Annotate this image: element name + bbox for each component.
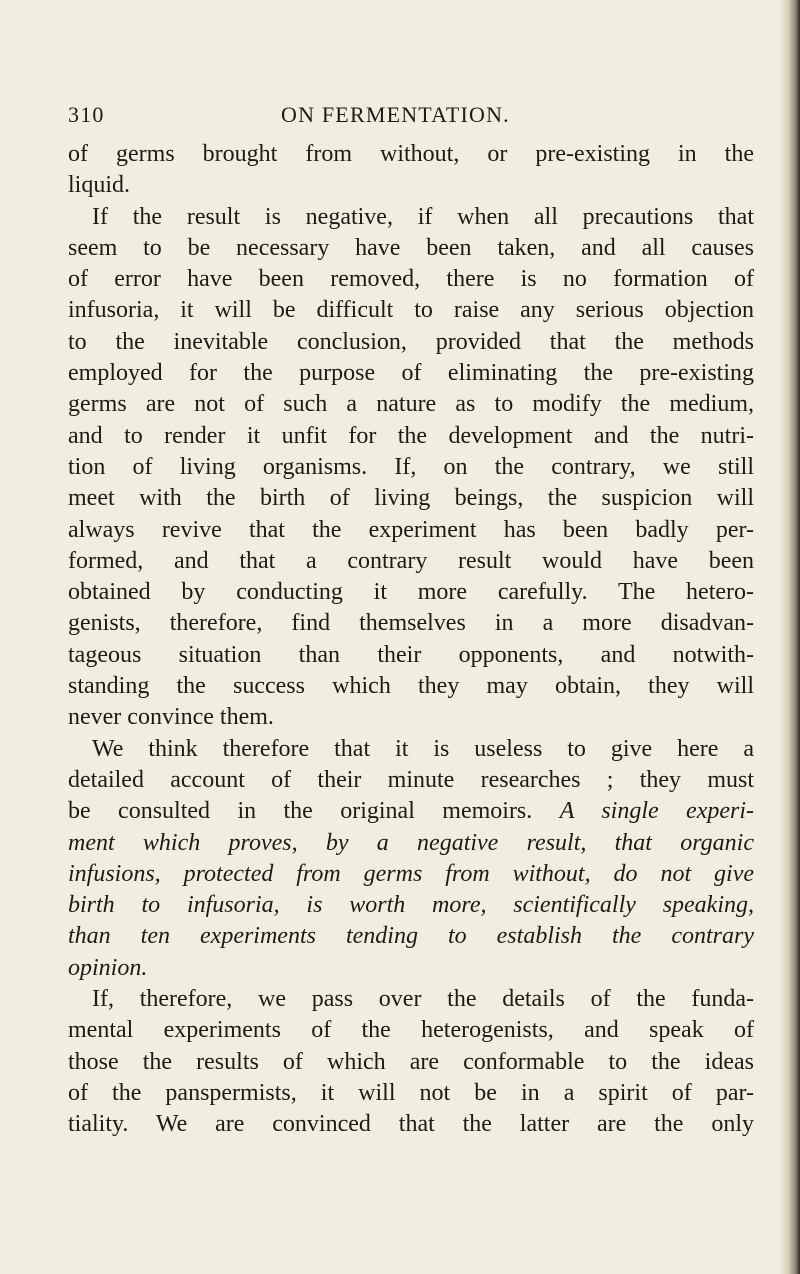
text-segment: be consulted in the original memoirs. — [68, 798, 533, 825]
text-line: detailed account of their minute researches ; they must — [68, 766, 754, 793]
text-line: those the results of which are conformable to the ideas — [68, 1048, 754, 1075]
text-line-italic: ment which proves, by a negative result, that organic — [68, 829, 754, 856]
text-line: liquid. — [68, 172, 131, 199]
text-line: meet with the birth of living beings, the suspicion will — [68, 485, 754, 512]
running-head: ON FERMENTATION. — [281, 102, 510, 127]
text-line: If, therefore, we pass over the details of the funda- — [92, 986, 754, 1013]
text-line: tiality. We are convinced that the latter are the only — [68, 1111, 754, 1138]
text-line: We think therefore that it is useless to give here a — [92, 735, 754, 762]
text-line: employed for the purpose of eliminating the pre-existing — [68, 360, 754, 387]
text-line: of error have been removed, there is no formation of — [68, 266, 754, 293]
page-body — [68, 139, 754, 1141]
text-line-italic: infusions, protected from germs from without, do not give — [68, 860, 754, 887]
text-line: standing the success which they may obtain, they will — [68, 673, 754, 700]
text-line: infusoria, it will be difficult to raise any serious objection — [68, 297, 754, 324]
italic-text-segment: A single experi- — [559, 798, 755, 825]
text-line-italic: opinion. — [68, 954, 148, 981]
text-line: If the result is negative, if when all precautions that — [92, 203, 754, 230]
page-binding-shadow — [778, 0, 800, 1274]
page-header — [68, 102, 748, 132]
page-number: 310 — [68, 102, 105, 127]
text-line: obtained by conducting it more carefully. The hetero- — [68, 579, 754, 606]
text-line-italic: than ten experiments tending to establish the contrary — [68, 923, 754, 950]
text-line-italic: birth to infusoria, is worth more, scientifically speaking, — [68, 892, 754, 919]
text-line: seem to be necessary have been taken, and all causes — [68, 234, 754, 261]
text-line: genists, therefore, find themselves in a more disadvan- — [68, 610, 754, 637]
text-line: tageous situation than their opponents, and notwith- — [68, 641, 754, 668]
text-line: to the inevitable conclusion, provided that the methods — [68, 328, 754, 355]
text-line: and to render it unfit for the development and the nutri- — [68, 422, 754, 449]
text-line: germs are not of such a nature as to modify the medium, — [68, 391, 754, 418]
text-line: mental experiments of the heterogenists, and speak of — [68, 1017, 754, 1044]
text-line: always revive that the experiment has been badly per- — [68, 516, 754, 543]
text-line: tion of living organisms. If, on the contrary, we still — [68, 453, 754, 480]
text-line: formed, and that a contrary result would have been — [68, 547, 754, 574]
text-line: of the panspermists, it will not be in a spirit of par- — [68, 1079, 754, 1106]
text-line: never convince them. — [68, 704, 274, 731]
text-line — [68, 796, 754, 827]
text-line: of germs brought from without, or pre-existing in the — [68, 141, 754, 167]
